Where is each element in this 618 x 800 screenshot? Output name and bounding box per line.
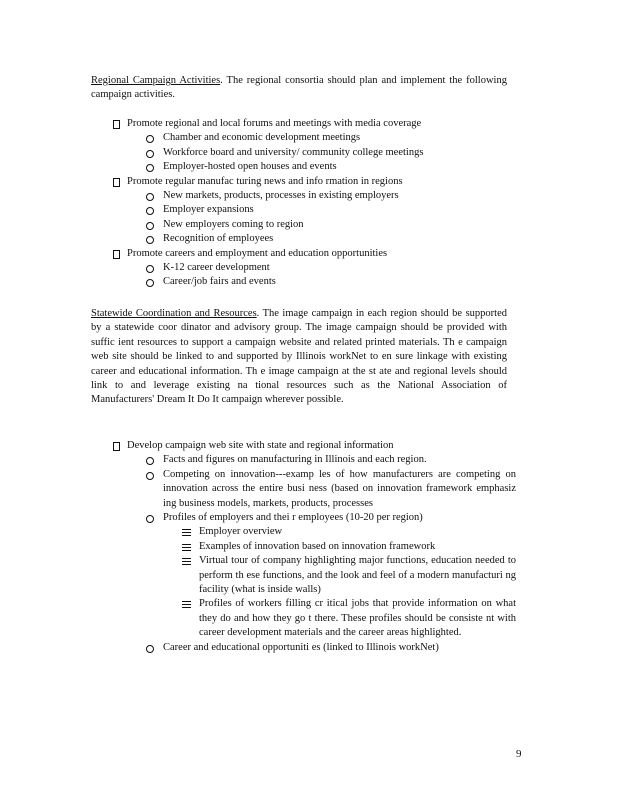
regional-campaign-heading: Regional Campaign Activities (91, 75, 221, 86)
list-item: Profiles of workers filling cr itical jobs that provide information on what they do and how they go t there. These profiles should be consiste nt with career development materials and the career areas highlighted. (110, 597, 516, 640)
list-item: Promote regional and local forums and meetings with media coverage (110, 117, 510, 131)
list-item: Employer overview (110, 525, 516, 539)
square-glyph-bullet-icon (180, 597, 192, 613)
list-item: Recognition of employees (110, 232, 510, 246)
regional-activities-list (110, 117, 510, 290)
list-item: Promote regular manufac turing news and info rmation in regions (110, 175, 510, 189)
regional-campaign-paragraph (91, 74, 507, 103)
website-development-list (110, 439, 516, 655)
list-item: Competing on innovation---examp les of how manufacturers are competing on innovation across the entire busi ness (based on innovation framework emphasiz ing business models, markets, products, processes (110, 468, 516, 511)
list-item: Virtual tour of company highlighting major functions, education needed to perform th ese functions, and the look and feel of a modern manufacturi ng facility (what is inside walls) (110, 554, 516, 597)
list-item: K-12 career development (110, 261, 510, 275)
list-item: Workforce board and university/ community college meetings (110, 146, 510, 160)
circle-bullet-icon (144, 468, 156, 484)
list-item: Career and educational opportuniti es (linked to Illinois workNet) (110, 641, 516, 655)
statewide-coordination-text: . The image campaign in each region should be supported by a statewide coor dinator and advisory group. The image campaign should be provided with suffic ient resources to support a campaign website and related printed materials. Th e campaign web site should be linked to and supported by Illinois workNet to en sure linkage with existing career and educational information. Th e image campaign at the st ate and regional levels should link to and leverage existing na tional resources such as the National Association of Manufacturers' Dream It Do It campaign wherever possible. (91, 308, 507, 406)
circle-bullet-icon (144, 641, 156, 657)
list-item: Chamber and economic development meetings (110, 131, 510, 145)
list-item: Develop campaign web site with state and regional information (110, 439, 516, 453)
list-item: Career/job fairs and events (110, 275, 510, 289)
list-item: Promote careers and employment and education opportunities (110, 247, 510, 261)
square-glyph-bullet-icon (180, 554, 192, 570)
list-item: Facts and figures on manufacturing in Illinois and each region. (110, 453, 516, 467)
statewide-coordination-paragraph (91, 307, 507, 408)
regional-campaign-text: . The regional consortia should plan and implement the following campaign activities. (91, 75, 507, 101)
list-item: Profiles of employers and thei r employees (10-20 per region) (110, 511, 516, 525)
list-item: Employer expansions (110, 203, 510, 217)
page-number: 9 (516, 748, 522, 760)
list-item: Examples of innovation based on innovation framework (110, 540, 516, 554)
list-item: New employers coming to region (110, 218, 510, 232)
statewide-coordination-heading: Statewide Coordination and Resources (91, 308, 257, 319)
list-item: Employer-hosted open houses and events (110, 160, 510, 174)
list-item: New markets, products, processes in existing employers (110, 189, 510, 203)
circle-bullet-icon (144, 275, 156, 291)
